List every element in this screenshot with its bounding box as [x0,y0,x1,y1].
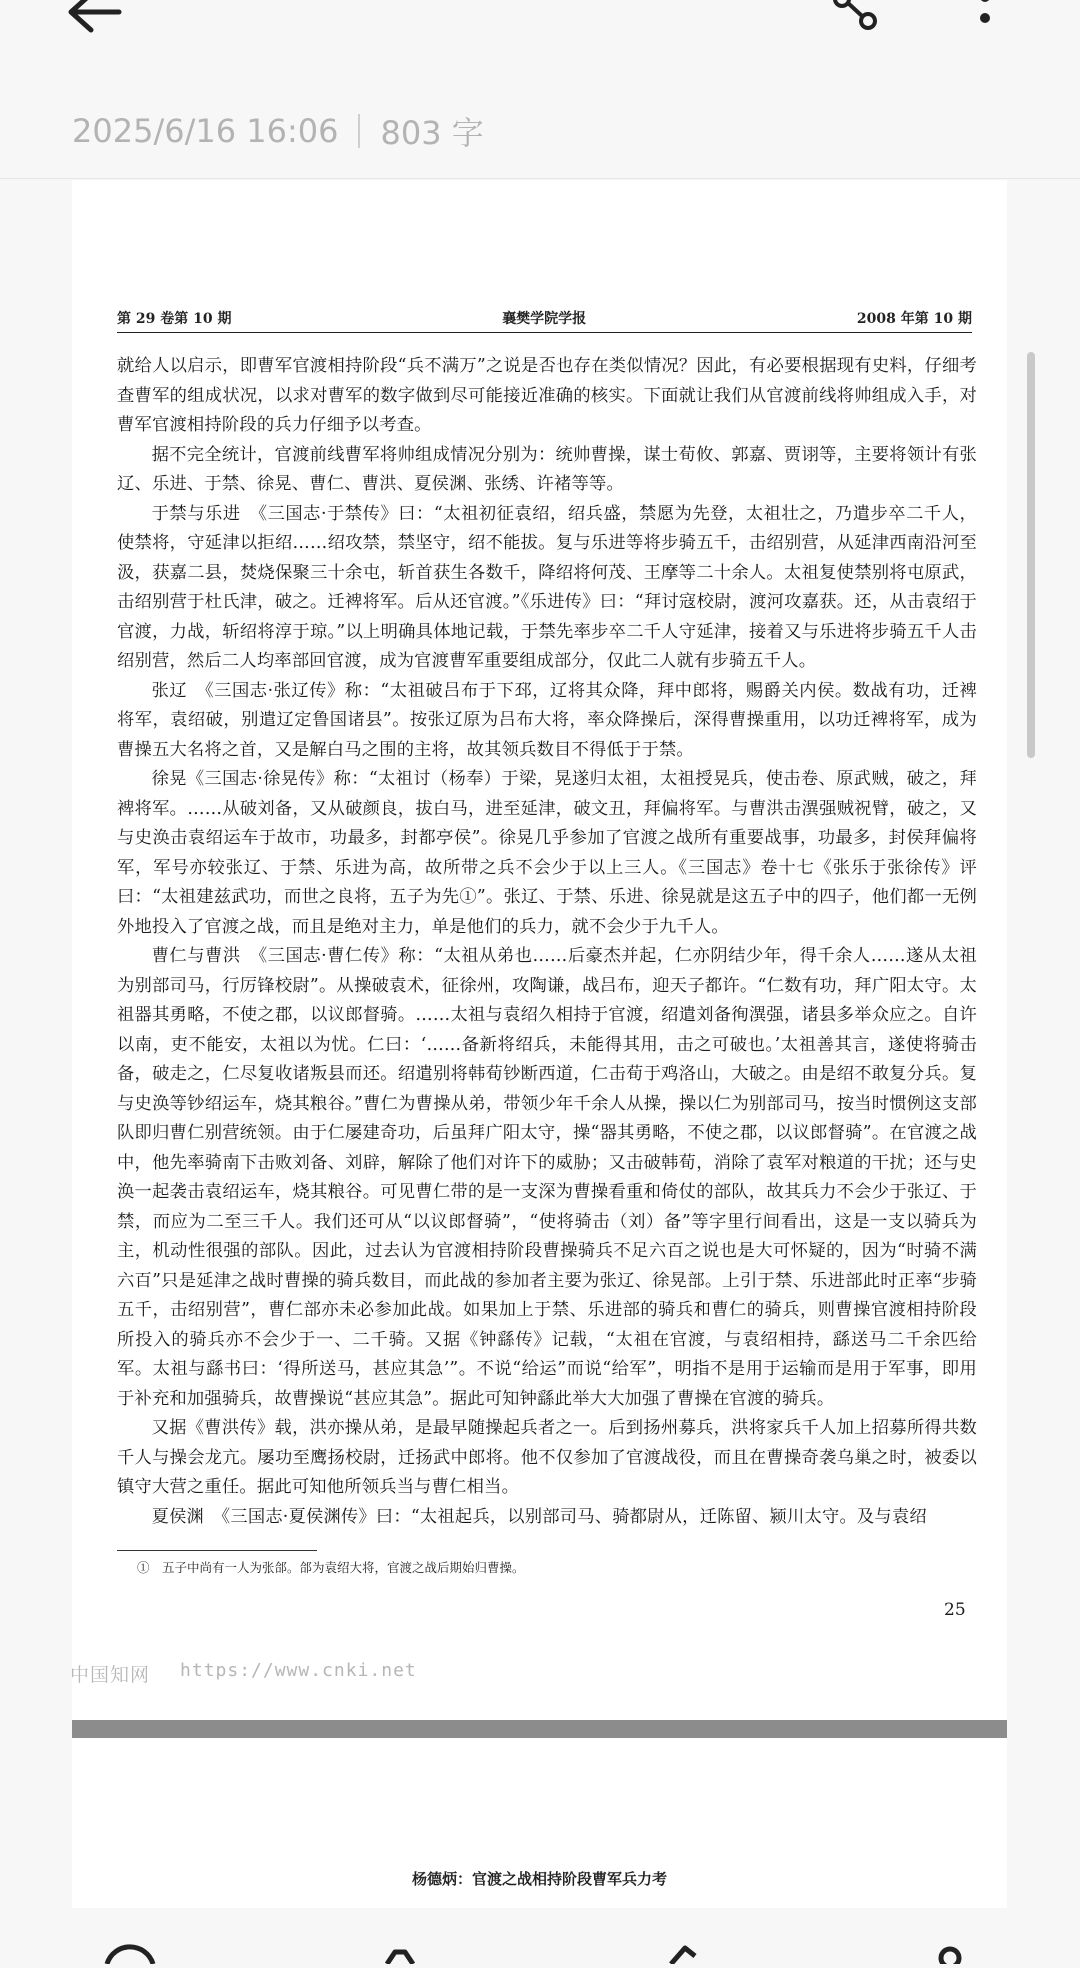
paragraph: 于禁与乐进 《三国志·于禁传》曰：“太祖初征袁绍，绍兵盛，禁愿为先登，太祖壮之，乃遣步卒二千人，使禁将，守延津以拒绍……绍攻禁，禁坚守，绍不能拔。复与乐进等将步骑五千，击绍别营，从延津西南沿河至汲，获嘉二县，焚烧保聚三十余屯，斩首获生各数千，降绍将何茂、王摩等二十余人。太祖复使禁别将屯原武，击绍别营于杜氏津，破之。迁裨将军。后从还官渡。”《乐进传》曰：“拜讨寇校尉，渡河攻嘉获。还，从击袁绍于官渡，力战，斩绍将淳于琼。”以上明确具体地记载，于禁先率步卒二千人守延津，接着又与乐进将步骑五千人击绍别营，然后二人均率部回官渡，成为官渡曹军重要组成部分，仅此二人就有步骑五千人。 [117,503,977,671]
more-vertical-icon [975,0,995,35]
arrow-left-icon [67,0,123,34]
watermark [70,1660,417,1687]
article-body [117,352,977,1532]
paragraph: 张辽 《三国志·张辽传》称：“太祖破吕布于下邳，辽将其众降，拜中郎将，赐爵关内侯。数战有功，迁裨将军，袁绍破，别遣辽定鲁国诸县”。按张辽原为吕布大将，率众降操后，深得曹操重用，以功迁裨将军，成为曹操五大名将之首，又是解白马之围的主将，故其领兵数目不得低于于禁。 [117,680,977,760]
pencil-icon [645,1908,715,1964]
paragraph: 夏侯渊 《三国志·夏侯渊传》曰：“太祖起兵，以别部司马、骑都尉从，迁陈留、颍川太守。及与袁绍 [151,1506,927,1527]
next-page-running-head: 杨德炳：官渡之战相持阶段曹军兵力考 [411,1870,667,1888]
next-scanned-page[interactable] [72,1738,1007,1928]
meta-separator [358,114,360,148]
bottom-toolbar [0,1908,1080,1964]
paragraph: 徐晃《三国志·徐晃传》称：“太祖讨（杨奉）于梁，晃遂归太祖，太祖授晃兵，使击卷、原武贼，破之，拜裨将军。……从破刘备，又从破颜良，拔白马，进至延津，破文丑，拜偏将军。与曹洪击潩强贼祝臂，破之，又与史涣击袁绍运车于故市，功最多，封都亭侯”。徐晃几乎参加了官渡之战所有重要战事，功最多，封侯拜偏将军，军号亦较张辽、于禁、乐进为高，故所带之兵不会少于以上三人。《三国志》卷十七《张乐于张徐传》评曰：“太祖建兹武功，而世之良将，五子为先①”。张辽、于禁、乐进、徐晃就是这五子中的四子，他们都一无例外地投入了官渡之战，而且是绝对主力，单是他们的兵力，就不会少于九千人。 [117,769,977,937]
header-divider [0,178,1080,179]
toolbar-button-4[interactable] [915,1908,985,1964]
page-number: 25 [944,1600,966,1620]
share-button[interactable] [820,0,890,40]
tag-icon [365,1908,435,1964]
watermark-url: https://www.cnki.net [180,1660,417,1681]
back-button[interactable] [60,0,130,42]
running-head-issue: 2008 年第 10 期 [856,311,972,327]
running-head-volume: 第 29 卷第 10 期 [117,311,232,327]
circle-icon [95,1908,165,1964]
page-separator [72,1720,1007,1738]
word-count: 803 字 [380,114,484,152]
paragraph: 据不完全统计，官渡前线曹军将帅组成情况分别为：统帅曹操，谋士荀攸、郭嘉、贾诩等，主要将领计有张辽、乐进、于禁、徐晃、曹仁、曹洪、夏侯渊、张绣、许褚等等。 [117,444,977,494]
toolbar-button-3[interactable] [645,1908,715,1964]
paragraph: 又据《曹洪传》载，洪亦操从弟，是最早随操起兵者之一。后到扬州募兵，洪将家兵千人加上招募所得共数千人与操会龙亢。屡功至鹰扬校尉，迁扬武中郎将。他不仅参加了官渡战役，而且在曹操奇袭乌巢之时，被委以镇守大营之重任。据此可知他所领兵当与曹仁相当。 [117,1418,977,1497]
running-head [117,308,972,333]
note-meta [72,108,484,154]
top-app-bar [0,0,1080,60]
share-icon [830,0,880,35]
footnote: ① 五子中尚有一人为张郃。郃为袁绍大将，官渡之战后期始归曹操。 [137,1560,525,1575]
running-head-journal: 襄樊学院学报 [502,311,587,327]
scanned-page-image[interactable] [72,180,1007,1720]
scrollbar[interactable] [1027,352,1035,758]
toolbar-button-2[interactable] [365,1908,435,1964]
watermark-brand: 中国知网 [70,1664,151,1686]
person-icon [915,1908,985,1964]
toolbar-button-1[interactable] [95,1908,165,1964]
paragraph: 就给人以启示，即曹军官渡相持阶段“兵不满万”之说是否也存在类似情况？因此，有必要根据现有史料，仔细考查曹军的组成状况，以求对曹军的数字做到尽可能接近准确的核实。下面就让我们从官渡前线将帅组成入手，对曹军官渡相持阶段的兵力仔细予以考查。 [117,356,977,435]
paragraph: 曹仁与曹洪 《三国志·曹仁传》称：“太祖从弟也……后豪杰并起，仁亦阴结少年，得千余人……遂从太祖为别部司马，行厉锋校尉”。从操破袁术，征徐州，攻陶谦，战吕布，迎天子都许。“仁数有功，拜广阳太守。太祖器其勇略，不使之郡，以议郎督骑。……太祖与袁绍久相持于官渡，绍遣刘备徇潩强，诸县多举众应之。自许以南，吏不能安，太祖以为忧。仁曰：‘……备新将绍兵，未能得其用，击之可破也。’太祖善其言，遂使将骑击备，破走之，仁尽复收诸叛县而还。绍遣别将韩荀钞断西道，仁击荀于鸡洛山，大破之。由是绍不敢复分兵。复与史涣等钞绍运车，烧其粮谷。”曹仁为曹操从弟，带领少年千余人从操，操以仁为别部司马，按当时惯例这支部队即归曹仁别营统领。由于仁屡建奇功，后虽拜广阳太守，操“器其勇略，不使之郡，以议郎督骑”。在官渡之战中，他先率骑南下击败刘备、刘辟，解除了他们对许下的威胁；又击破韩荀，消除了袁军对粮道的干扰；还与史涣一起袭击袁绍运车，烧其粮谷。可见曹仁带的是一支深为曹操看重和倚仗的部队，故其兵力不会少于张辽、于禁，而应为二至三千人。我们还可从“以议郎督骑”，“使将骑击（刘）备”等字里行间看出，这是一支以骑兵为主，机动性很强的部队。因此，过去认为官渡相持阶段曹操骑兵不足六百之说也是大可怀疑的，因为“时骑不满六百”只是延津之战时曹操的骑兵数目，而此战的参加者主要为张辽、徐晃部。上引于禁、乐进部此时正率“步骑五千，击绍别营”，曹仁部亦未必参加此战。如果加上于禁、乐进部的骑兵和曹仁的骑兵，则曹操官渡相持阶段所投入的骑兵亦不会少于一、二千骑。又据《钟繇传》记载，“太祖在官渡，与袁绍相持，繇送马二千余匹给军。太祖与繇书曰：‘得所送马，甚应其急’”。不说“给运”而说“给军”，明指不是用于运输而是用于军事，即用于补充和加强骑兵，故曹操说“甚应其急”。据此可知钟繇此举大大加强了曹操在官渡的骑兵。 [117,946,977,1409]
footnote-rule [117,1550,317,1551]
note-datetime: 2025/6/16 16:06 [72,112,339,150]
more-options-button[interactable] [955,0,1015,40]
